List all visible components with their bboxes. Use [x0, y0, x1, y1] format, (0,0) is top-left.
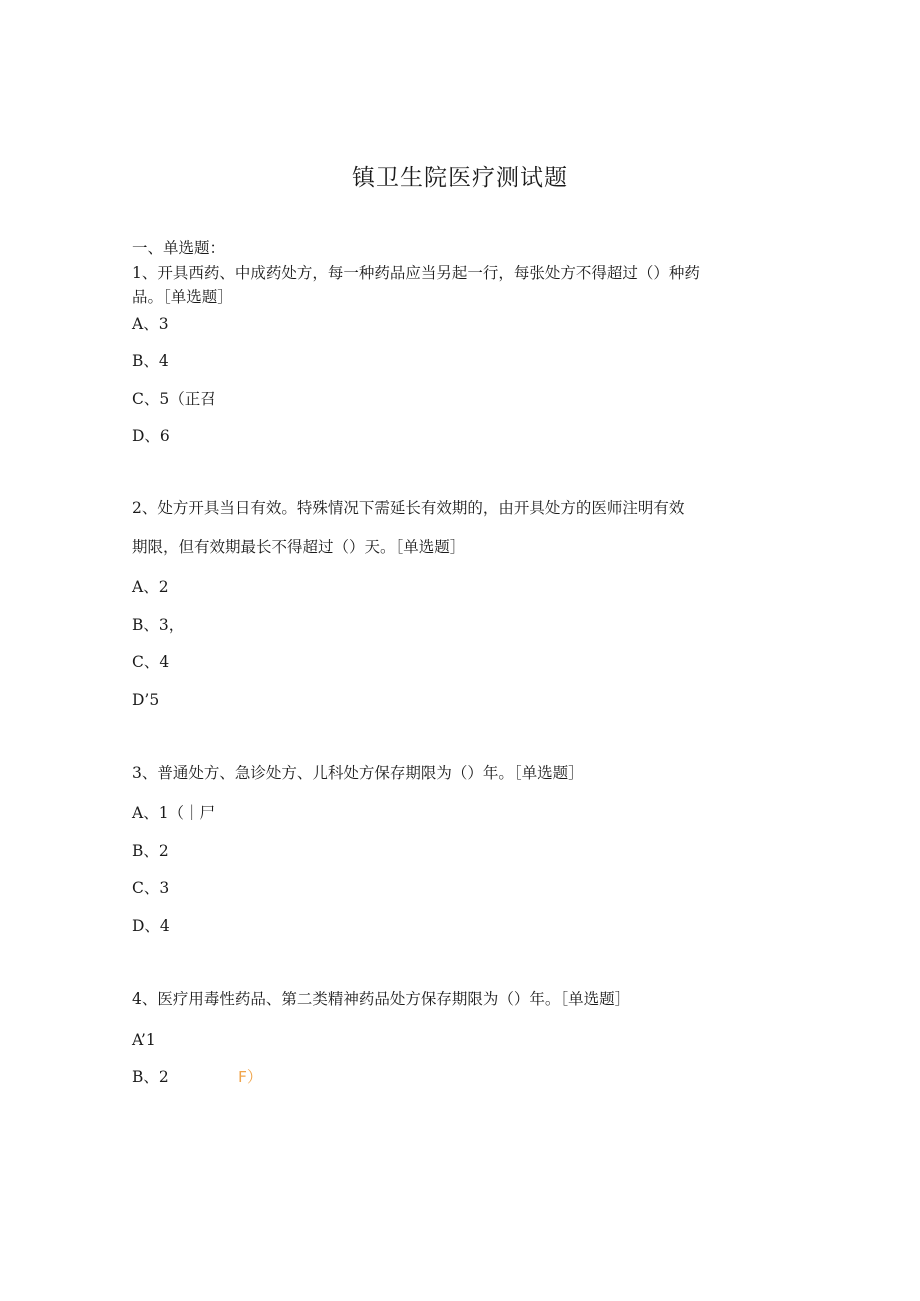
question-4-text-line1: 4、医疗用毒性药品、第二类精神药品处方保存期限为（）年。［单选题］: [132, 990, 631, 1008]
question-1-option-c: C、5（正召: [132, 390, 216, 408]
question-2-option-d: D’5: [132, 691, 160, 709]
question-2-option-c: C、4: [132, 653, 170, 671]
question-3-option-a: A、1（｜尸: [132, 804, 216, 822]
question-2-option-b: B、3，: [132, 616, 185, 634]
question-1-text-line2: 品。［单选题］: [132, 288, 233, 306]
question-2-text-line2: 期限，但有效期最长不得超过（）天。［单选题］: [132, 538, 466, 556]
question-3-option-b: B、2: [132, 842, 169, 860]
section-heading: 一、单选题：: [132, 239, 226, 257]
margin-annotation: F）: [238, 1068, 263, 1086]
question-2-option-a: A、2: [132, 578, 169, 596]
page-title: 镇卫生院医疗测试题: [352, 165, 568, 191]
question-3-option-c: C、3: [132, 879, 170, 897]
question-1-option-b: B、4: [132, 352, 169, 370]
question-3-option-d: D、4: [132, 917, 170, 935]
question-4-option-a: A’1: [132, 1031, 156, 1049]
question-1-option-d: D、6: [132, 427, 170, 445]
question-1-text-line1: 1、开具西药、中成药处方，每一种药品应当另起一行，每张处方不得超过（）种药: [132, 264, 700, 282]
question-3-text-line1: 3、普通处方、急诊处方、儿科处方保存期限为（）年。［单选题］: [132, 764, 584, 782]
question-4-option-b: B、2: [132, 1068, 169, 1086]
question-1-option-a: A、3: [132, 315, 169, 333]
question-2-text-line1: 2、处方开具当日有效。特殊情况下需延长有效期的，由开具处方的医师注明有效: [132, 499, 685, 517]
